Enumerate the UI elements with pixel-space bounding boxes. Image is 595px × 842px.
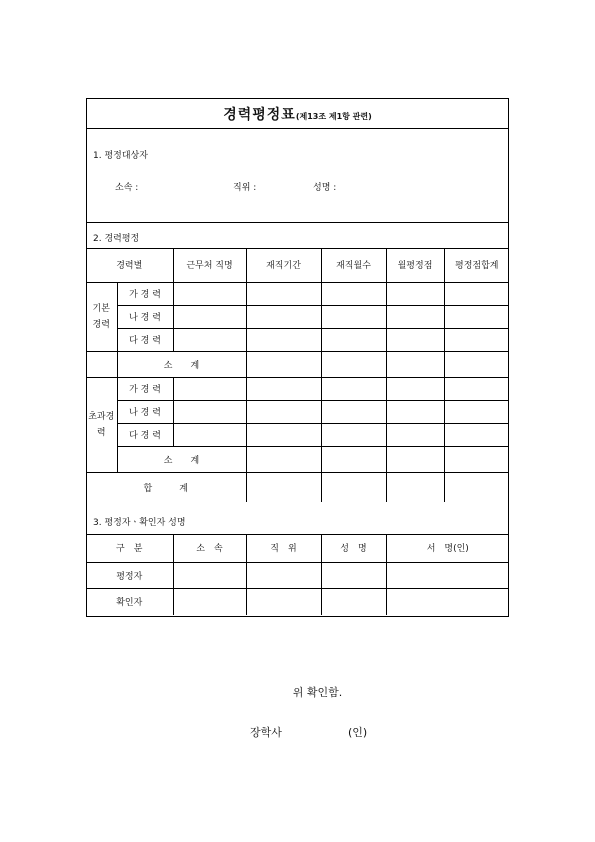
group-label-excess-line2: 력 xyxy=(96,427,106,438)
cell-months[interactable] xyxy=(321,423,386,446)
col-score-total: 평정점합계 xyxy=(444,248,509,282)
row-label: 가 경 력 xyxy=(117,377,173,400)
form-title-sub: (제13조 제1항 관련) xyxy=(295,112,372,121)
table-row xyxy=(86,377,509,400)
cell-monthly-score[interactable] xyxy=(386,472,444,502)
cell-workplace[interactable] xyxy=(173,305,246,328)
col-affiliation: 소 속 xyxy=(173,534,246,562)
form-title-main: 경력평정표 xyxy=(223,107,296,123)
cell-affiliation[interactable] xyxy=(173,588,246,615)
affiliation-label: 소속 : xyxy=(115,183,139,193)
cell-monthly-score[interactable] xyxy=(386,351,444,377)
col-category: 구 분 xyxy=(86,534,173,562)
signer-label: 장학사 xyxy=(250,726,282,739)
cell-score-total[interactable] xyxy=(444,377,509,400)
cell-period[interactable] xyxy=(246,446,321,472)
cell-period[interactable] xyxy=(246,472,321,502)
table-row xyxy=(86,328,509,351)
cell-score-total[interactable] xyxy=(444,282,509,305)
position-label: 직위 : xyxy=(233,183,257,193)
col-months: 재직월수 xyxy=(321,248,386,282)
cell-months[interactable] xyxy=(321,472,386,502)
confirmation-text: 위 확인함. xyxy=(292,686,343,699)
row-confirmer: 확인자 xyxy=(86,588,173,615)
col-period: 재직기간 xyxy=(246,248,321,282)
cell-workplace[interactable] xyxy=(173,423,246,446)
cell-monthly-score[interactable] xyxy=(386,400,444,423)
cell-name[interactable] xyxy=(321,588,386,615)
cell-workplace[interactable] xyxy=(173,328,246,351)
cell-monthly-score[interactable] xyxy=(386,446,444,472)
col-career-type: 경력별 xyxy=(86,248,173,282)
table-row xyxy=(86,400,509,423)
cell-months[interactable] xyxy=(321,377,386,400)
col-monthly-score: 월평정점 xyxy=(386,248,444,282)
subtotal-row xyxy=(86,446,509,472)
row-label: 다 경 력 xyxy=(117,328,173,351)
evaluation-form xyxy=(86,98,509,617)
section-signatures-heading-row xyxy=(87,504,508,535)
cell-period[interactable] xyxy=(246,400,321,423)
cell-position[interactable] xyxy=(246,588,321,615)
col-signature: 서 명(인) xyxy=(386,534,509,562)
cell-period[interactable] xyxy=(246,423,321,446)
group-label-excess-line1: 초과경 xyxy=(88,411,115,422)
section-evaluatee xyxy=(87,128,508,223)
col-workplace: 근무처 직명 xyxy=(173,248,246,282)
cell-signature[interactable] xyxy=(386,588,509,615)
table-row xyxy=(86,588,509,615)
career-table xyxy=(86,248,509,502)
total-row xyxy=(86,472,509,502)
seal-label: (인) xyxy=(348,726,368,739)
group-label-basic-line1: 기본 xyxy=(92,303,110,314)
cell-score-total[interactable] xyxy=(444,328,509,351)
col-name: 성 명 xyxy=(321,534,386,562)
cell-affiliation[interactable] xyxy=(173,562,246,588)
name-label: 성명 : xyxy=(313,183,337,193)
cell-score-total[interactable] xyxy=(444,472,509,502)
row-label: 나 경 력 xyxy=(117,400,173,423)
section-signatures-heading: 3. 평정자ㆍ확인자 성명 xyxy=(93,518,186,528)
cell-period[interactable] xyxy=(246,328,321,351)
cell-workplace[interactable] xyxy=(173,377,246,400)
group-label-excess xyxy=(86,377,117,472)
group-basic-spacer xyxy=(86,351,117,377)
cell-months[interactable] xyxy=(321,446,386,472)
col-position: 직 위 xyxy=(246,534,321,562)
section-career-heading: 2. 경력평정 xyxy=(93,234,140,244)
cell-months[interactable] xyxy=(321,400,386,423)
cell-period[interactable] xyxy=(246,305,321,328)
cell-signature[interactable] xyxy=(386,562,509,588)
cell-score-total[interactable] xyxy=(444,351,509,377)
row-label: 가 경 력 xyxy=(117,282,173,305)
cell-months[interactable] xyxy=(321,282,386,305)
section-career-heading-row xyxy=(87,222,508,249)
cell-workplace[interactable] xyxy=(173,400,246,423)
total-label: 합 계 xyxy=(86,472,246,502)
cell-score-total[interactable] xyxy=(444,423,509,446)
cell-position[interactable] xyxy=(246,562,321,588)
cell-months[interactable] xyxy=(321,351,386,377)
row-evaluator: 평정자 xyxy=(86,562,173,588)
cell-name[interactable] xyxy=(321,562,386,588)
table-row xyxy=(86,423,509,446)
career-header-row xyxy=(86,248,509,282)
signatures-header-row xyxy=(86,534,509,562)
cell-monthly-score[interactable] xyxy=(386,377,444,400)
group-label-basic-line2: 경력 xyxy=(92,319,110,330)
table-row xyxy=(86,282,509,305)
signatures-table xyxy=(86,534,509,615)
cell-score-total[interactable] xyxy=(444,305,509,328)
cell-monthly-score[interactable] xyxy=(386,305,444,328)
form-title xyxy=(87,99,508,129)
cell-workplace[interactable] xyxy=(173,282,246,305)
subtotal-row xyxy=(86,351,509,377)
cell-score-total[interactable] xyxy=(444,446,509,472)
cell-monthly-score[interactable] xyxy=(386,328,444,351)
cell-period[interactable] xyxy=(246,351,321,377)
cell-score-total[interactable] xyxy=(444,400,509,423)
subtotal-label: 소 계 xyxy=(117,351,246,377)
section-evaluatee-heading: 1. 평정대상자 xyxy=(93,151,148,161)
cell-months[interactable] xyxy=(321,305,386,328)
table-row xyxy=(86,562,509,588)
cell-monthly-score[interactable] xyxy=(386,423,444,446)
row-label: 나 경 력 xyxy=(117,305,173,328)
table-row xyxy=(86,305,509,328)
cell-period[interactable] xyxy=(246,377,321,400)
cell-period[interactable] xyxy=(246,282,321,305)
subtotal-label: 소 계 xyxy=(117,446,246,472)
cell-monthly-score[interactable] xyxy=(386,282,444,305)
row-label: 다 경 력 xyxy=(117,423,173,446)
cell-months[interactable] xyxy=(321,328,386,351)
group-label-basic xyxy=(86,282,117,351)
